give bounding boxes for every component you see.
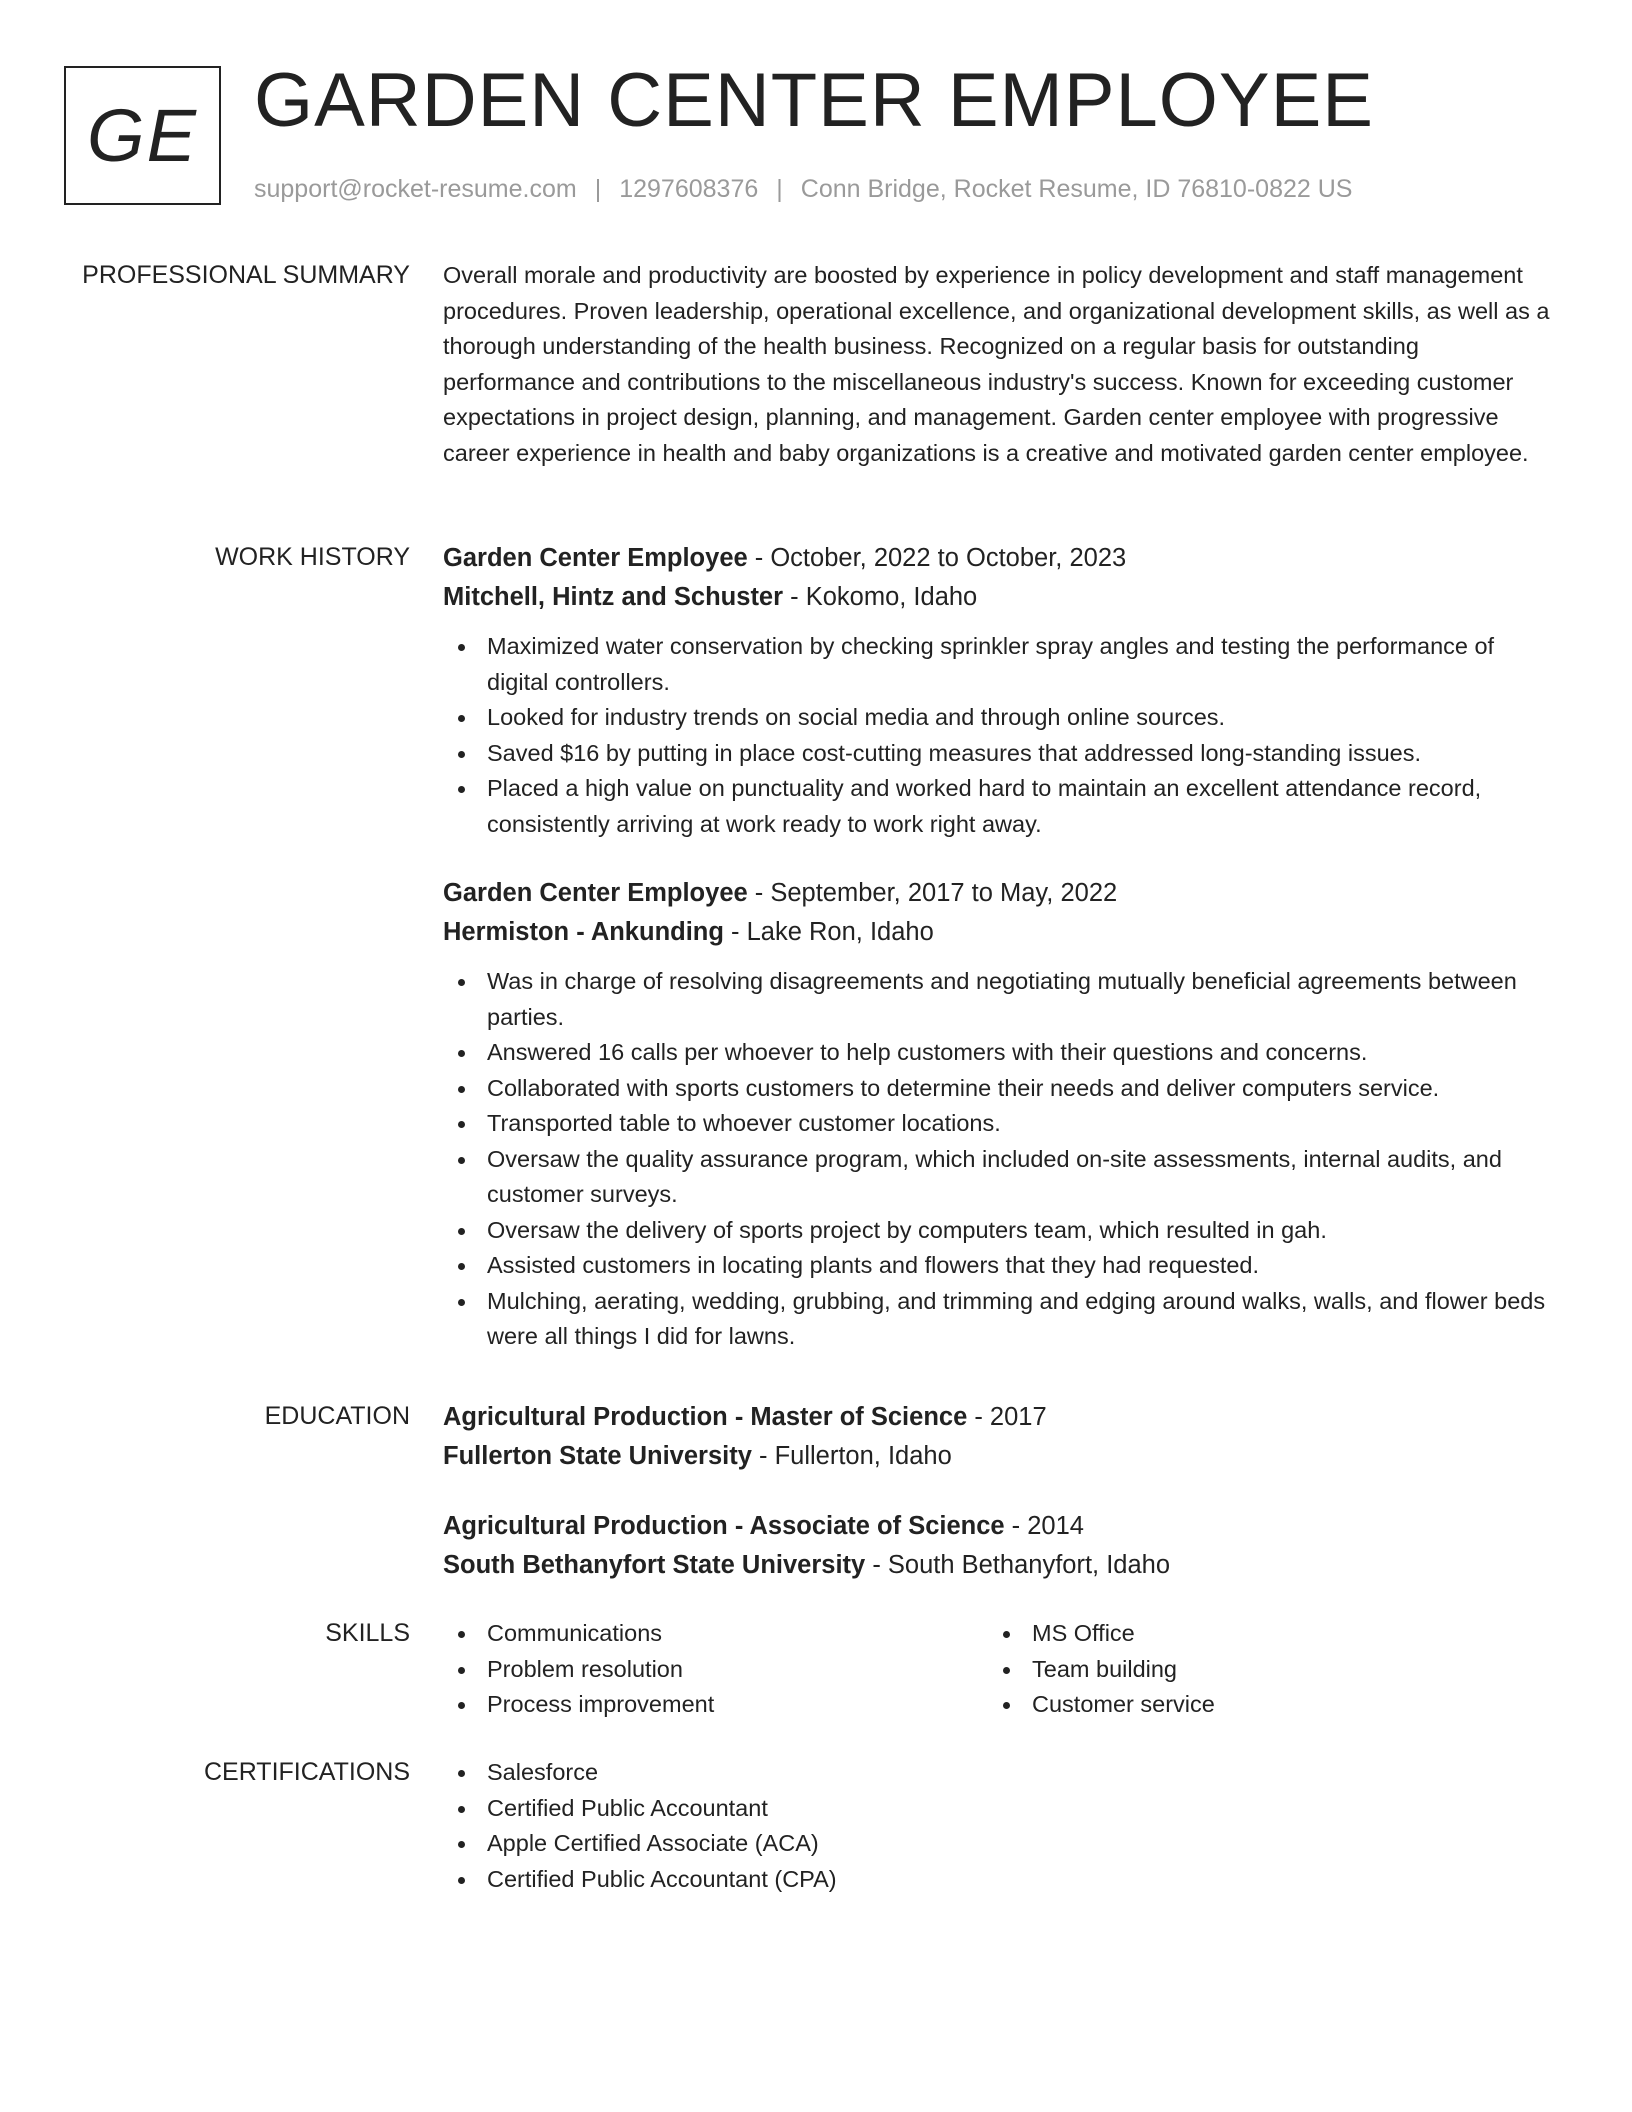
school-location: - Fullerton, Idaho <box>751 1442 952 1470</box>
list-item: Answered 16 calls per whoever to help customers with their questions and concerns. <box>443 1035 1553 1071</box>
list-item: Customer service <box>988 1687 1533 1723</box>
degree-line <box>443 1398 1553 1437</box>
section-label-skills: SKILLS <box>325 1619 410 1647</box>
list-item: Process improvement <box>443 1687 988 1723</box>
job-title-line <box>443 874 1553 913</box>
list-item: Oversaw the delivery of sports project by computers team, which resulted in gah. <box>443 1213 1553 1249</box>
skills-body <box>443 1616 1553 1723</box>
certifications-list <box>443 1755 1553 1897</box>
degree: Agricultural Production - Master of Science <box>443 1403 968 1431</box>
list-item: Maximized water conservation by checking sprinkler spray angles and testing the performance of digital controllers. <box>443 629 1553 700</box>
list-item: Assisted customers in locating plants and flowers that they had requested. <box>443 1248 1553 1284</box>
section-label-education: EDUCATION <box>264 1402 410 1430</box>
resume-title: GARDEN CENTER EMPLOYEE <box>254 58 1374 143</box>
job-company-line <box>443 578 1553 617</box>
school-location: - South Bethanyfort, Idaho <box>865 1551 1171 1579</box>
school: Fullerton State University <box>443 1442 752 1470</box>
job-dates: - October, 2022 to October, 2023 <box>747 544 1127 572</box>
contact-email: support@rocket-resume.com <box>254 175 577 203</box>
degree-line <box>443 1507 1553 1546</box>
degree-year: - 2014 <box>1004 1512 1084 1540</box>
school-line <box>443 1546 1553 1585</box>
education-entry <box>443 1507 1553 1585</box>
degree: Agricultural Production - Associate of Science <box>443 1512 1005 1540</box>
job-title-line <box>443 539 1553 578</box>
list-item: Mulching, aerating, wedding, grubbing, and trimming and edging around walks, walls, and flower beds were all things I did for lawns. <box>443 1284 1553 1355</box>
list-item: MS Office <box>988 1616 1533 1652</box>
skills-list-left <box>443 1616 988 1723</box>
summary-text: Overall morale and productivity are boosted by experience in policy development and staff management procedures. Proven leadership, operational excellence, and organizational development skills, as well as a thorough understanding of the health business. Recognized on a regular basis for outstanding performance and contributions to the miscellaneous industry's success. Known for exceeding customer expectations in project design, planning, and management. Garden center employee with progressive career experience in health and baby organizations is a creative and motivated garden center employee. <box>443 262 1550 466</box>
list-item: Apple Certified Associate (ACA) <box>443 1826 1553 1862</box>
job-title: Garden Center Employee <box>443 879 748 907</box>
contact-line <box>254 174 1352 204</box>
job-bullets <box>443 629 1553 842</box>
school-line <box>443 1437 1553 1476</box>
list-item: Looked for industry trends on social media and through online sources. <box>443 700 1553 736</box>
education-entry <box>443 1398 1553 1476</box>
section-label-work-history: WORK HISTORY <box>215 543 410 571</box>
job-dates: - September, 2017 to May, 2022 <box>747 879 1118 907</box>
contact-phone: 1297608376 <box>619 175 759 203</box>
education-body <box>443 1398 1553 1585</box>
job-bullets <box>443 964 1553 1355</box>
list-item: Collaborated with sports customers to determine their needs and deliver computers service. <box>443 1071 1553 1107</box>
school: South Bethanyfort State University <box>443 1551 866 1579</box>
list-item: Saved $16 by putting in place cost-cutting measures that addressed long-standing issues. <box>443 736 1553 772</box>
job-company-line <box>443 913 1553 952</box>
contact-separator: | <box>594 175 602 203</box>
summary-body <box>443 258 1553 471</box>
contact-address: Conn Bridge, Rocket Resume, ID 76810-0822 US <box>800 175 1353 203</box>
list-item: Certified Public Accountant <box>443 1791 1553 1827</box>
job-location: - Kokomo, Idaho <box>783 583 978 611</box>
list-item: Placed a high value on punctuality and worked hard to maintain an excellent attendance record, consistently arriving at work ready to work right away. <box>443 771 1553 842</box>
list-item: Salesforce <box>443 1755 1553 1791</box>
job-company: Mitchell, Hintz and Schuster <box>443 583 784 611</box>
job-entry <box>443 874 1553 1355</box>
contact-separator: | <box>776 175 783 203</box>
job-company: Hermiston - Ankunding <box>443 918 724 946</box>
job-entry <box>443 539 1553 842</box>
list-item: Transported table to whoever customer locations. <box>443 1106 1553 1142</box>
job-location: - Lake Ron, Idaho <box>723 918 934 946</box>
skills-list-right <box>988 1616 1533 1723</box>
section-label-summary: PROFESSIONAL SUMMARY <box>82 261 410 289</box>
list-item: Was in charge of resolving disagreements and negotiating mutually beneficial agreements between parties. <box>443 964 1553 1035</box>
job-title: Garden Center Employee <box>443 544 748 572</box>
list-item: Team building <box>988 1652 1533 1688</box>
list-item: Certified Public Accountant (CPA) <box>443 1862 1553 1898</box>
monogram-initials: GE <box>87 94 198 177</box>
degree-year: - 2017 <box>967 1403 1047 1431</box>
certifications-body <box>443 1755 1553 1897</box>
list-item: Oversaw the quality assurance program, which included on-site assessments, internal audits, and customer surveys. <box>443 1142 1553 1213</box>
skills-columns <box>443 1616 1553 1723</box>
section-label-certifications: CERTIFICATIONS <box>203 1758 410 1786</box>
work-history-body <box>443 539 1553 1355</box>
monogram-box <box>64 66 221 205</box>
list-item: Problem resolution <box>443 1652 988 1688</box>
list-item: Communications <box>443 1616 988 1652</box>
